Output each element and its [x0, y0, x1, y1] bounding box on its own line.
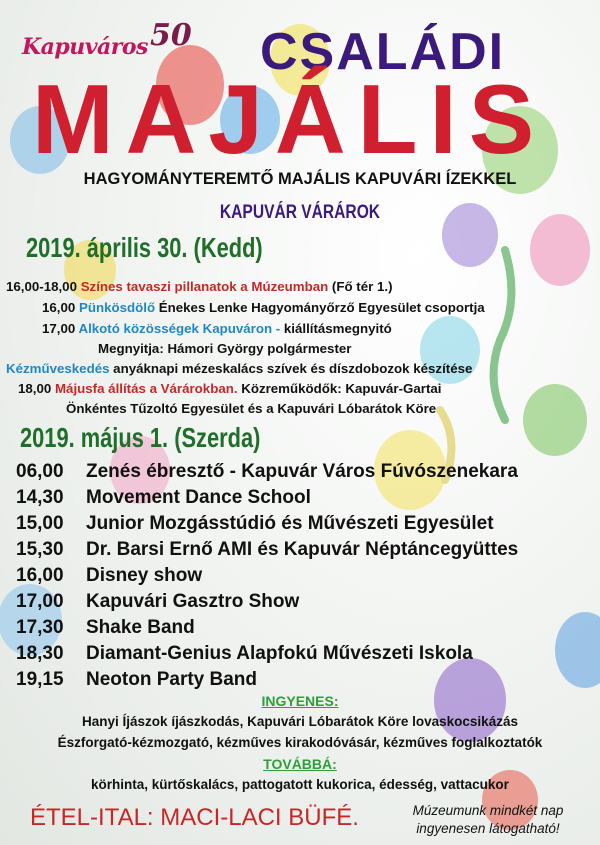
event-detail: Megnyitja: Hámori György polgármester — [98, 341, 352, 356]
museum-note — [388, 802, 588, 838]
program-name: Neoton Party Band — [86, 669, 258, 690]
event-detail: kiállításmegnyitó — [280, 321, 392, 336]
program-name: Disney show — [86, 565, 203, 586]
program-name: Movement Dance School — [86, 487, 311, 508]
free-line: Hanyi Íjászok íjászkodás, Kapuvári Lóbarátok Köre lovaskocsikázás — [82, 714, 518, 729]
day1-line — [42, 321, 392, 336]
time: 16,00 — [42, 300, 76, 315]
program-item — [16, 513, 494, 535]
program-name: Dr. Barsi Ernő AMI és Kapuvár Néptáncegyüttes — [86, 539, 519, 560]
time: 17,00 — [42, 321, 76, 336]
logo-number: 50 — [150, 18, 192, 53]
program-item — [16, 565, 202, 587]
program-item — [16, 669, 257, 691]
time: 18,30 — [16, 643, 64, 664]
balloon-string — [494, 250, 512, 420]
time: 18,00 — [18, 381, 52, 396]
balloon-blue-3 — [555, 612, 600, 688]
time: 06,00 — [16, 461, 64, 482]
time: 14,30 — [16, 487, 64, 508]
food-drink-note: ÉTEL-ITAL: MACI-LACI BÜFÉ. — [30, 804, 359, 831]
event-detail: Énekes Lenke Hagyományőrző Egyesület csoportja — [155, 300, 485, 315]
more-heading: TOVÁBBÁ: — [263, 756, 337, 772]
venue: KAPUVÁR VÁRÁROK — [219, 202, 381, 223]
day2-date: 2019. május 1. (Szerda) — [20, 422, 261, 453]
kapuvaros-50-logo — [22, 14, 202, 69]
program-item — [16, 461, 518, 483]
day1-line — [98, 341, 351, 356]
title-majalis: MAJÁLIS — [32, 64, 547, 174]
day1-line — [66, 401, 436, 416]
program-name: Shake Band — [86, 617, 195, 638]
balloon-pink — [530, 214, 590, 286]
more-line: körhinta, kürtőskalács, pattogatott kukorica, édesség, vattacukor — [91, 777, 509, 792]
event-detail: anyáknapi mézeskalács szívek és díszdobozok készítése — [109, 361, 473, 376]
program-name: Junior Mozgásstúdió és Művészeti Egyesület — [86, 513, 494, 534]
time: 15,30 — [16, 539, 64, 560]
program-name: Zenés ébresztő - Kapuvár Város Fúvószenekara — [86, 461, 518, 482]
event-title: Májusfa állítás a Várárokban. — [54, 381, 238, 396]
free-heading: INGYENES: — [261, 693, 339, 709]
day1-line — [6, 279, 393, 294]
event-detail: Közreműködők: Kapuvár-Gartai — [237, 381, 442, 396]
day1-date: 2019. április 30. (Kedd) — [26, 232, 263, 263]
museum-line: Múzeumunk mindkét nap — [412, 803, 564, 818]
logo-text: Kapuváros — [22, 34, 148, 60]
program-name: Diamant-Genius Alapfokú Művészeti Iskola — [86, 643, 473, 664]
event-detail: Önkéntes Tűzoltó Egyesület és a Kapuvári Lóbarátok Köre — [66, 401, 437, 416]
day1-line — [18, 381, 441, 396]
program-item — [16, 487, 311, 509]
day1-line — [42, 300, 485, 315]
program-item — [16, 643, 473, 665]
subtitle: HAGYOMÁNYTEREMTŐ MAJÁLIS KAPUVÁRI ÍZEKKEL — [83, 170, 517, 188]
free-line: Észforgató-kézmozgató, kézműves kirakodóvásár, kézműves foglalkoztatók — [57, 735, 543, 750]
event-title: Kézműveskedés — [6, 361, 110, 376]
event-title: Pünkösdölő — [78, 300, 156, 315]
time: 16,00-18,00 — [6, 279, 77, 294]
time: 16,00 — [16, 565, 64, 586]
program-item — [16, 591, 299, 613]
time: 17,30 — [16, 617, 64, 638]
program-name: Kapuvári Gasztro Show — [86, 591, 300, 612]
event-detail: (Fő tér 1.) — [328, 279, 393, 294]
day1-line — [6, 361, 472, 376]
museum-line: ingyenesen látogatható! — [416, 821, 560, 837]
balloon-green-2 — [523, 384, 587, 456]
time: 19,15 — [16, 669, 64, 690]
title-csaladi: CSALÁDI — [260, 23, 506, 81]
time: 15,00 — [16, 513, 64, 534]
program-item — [16, 617, 195, 639]
event-title: Alkotó közösségek Kapuváron - — [78, 321, 281, 336]
time: 17,00 — [16, 591, 64, 612]
event-title: Színes tavaszi pillanatok a Múzeumban — [80, 279, 329, 294]
program-item — [16, 539, 518, 561]
